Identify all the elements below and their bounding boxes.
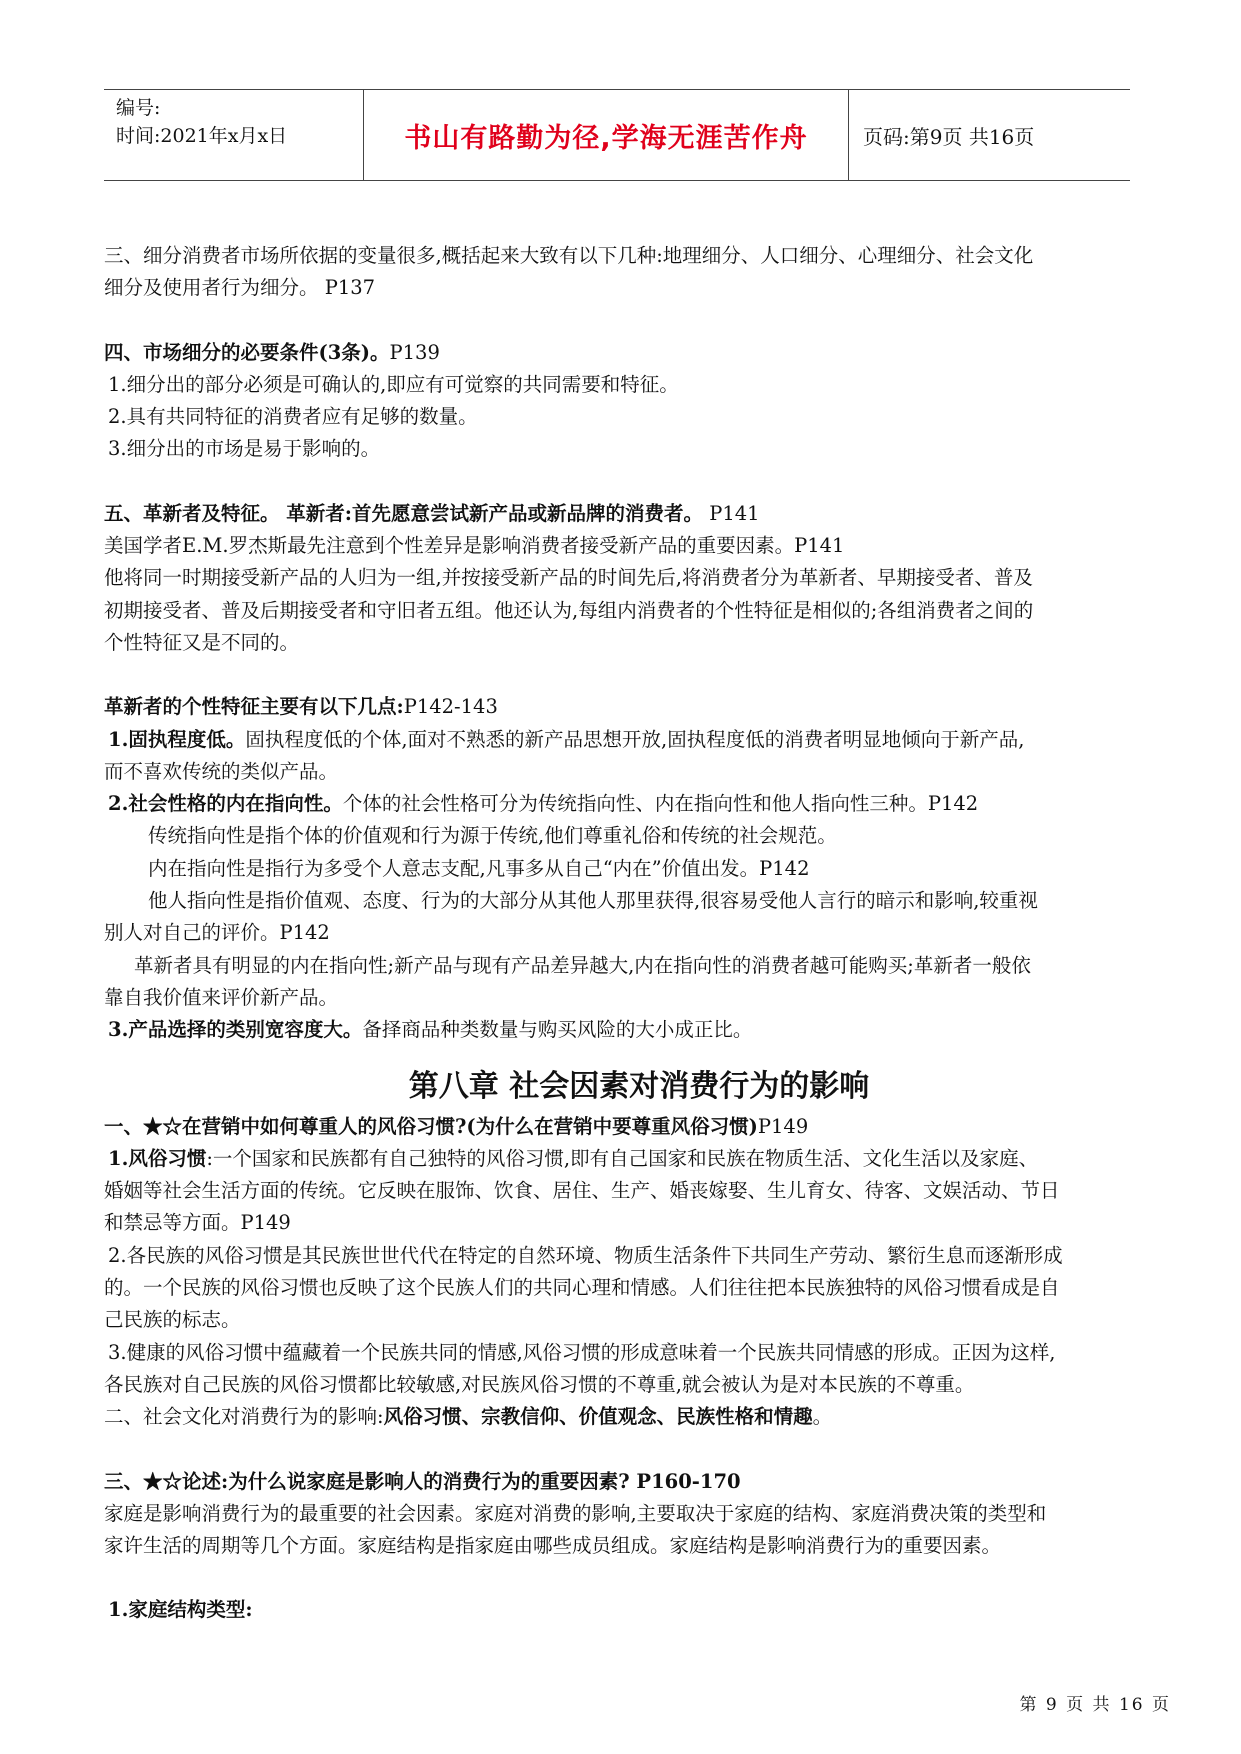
trait-1-cont: 而不喜欢传统的类似产品。 — [104, 759, 339, 783]
sec4-title: 四、市场细分的必要条件(3条)。P139 — [104, 340, 440, 364]
trait-3: 3.产品选择的类别宽容度大。备择商品种类数量与购买风险的大小成正比。 — [108, 1018, 753, 1042]
ch8-q1-line: 己民族的标志。 — [104, 1308, 241, 1332]
header-motto-cell — [364, 90, 849, 180]
list-item: 2.具有共同特征的消费者应有足够的数量。 — [108, 405, 478, 429]
header-left-cell — [104, 90, 364, 180]
ch8-q1-line: 的。一个民族的风俗习惯也反映了这个民族人们的共同心理和情感。人们往往把本民族独特的风俗习惯看成是自 — [104, 1276, 1060, 1300]
sec5-line: 美国学者E.M.罗杰斯最先注意到个性差异是影响消费者接受新产品的重要因素。P141 — [104, 534, 845, 558]
sec5-line: 初期接受者、普及后期接受者和守旧者五组。他还认为,每组内消费者的个性特征是相似的;各组消费者之间的 — [104, 598, 1034, 622]
trait-2-para: 传统指向性是指个体的价值观和行为源于传统,他们尊重礼俗和传统的社会规范。 — [148, 824, 837, 848]
page-code: 页码:第9页 共16页 — [863, 124, 1035, 149]
trait-2-para-cont: 别人对自己的评价。P142 — [104, 921, 330, 945]
trait-1: 1.固执程度低。固执程度低的个体,面对不熟悉的新产品思想开放,固执程度低的消费者明显地倾向于新产品, — [108, 727, 1025, 751]
ch8-q1-line: 各民族对自己民族的风俗习惯都比较敏感,对民族风俗习惯的不尊重,就会被认为是对本民族的不尊重。 — [104, 1372, 975, 1396]
sec3-line: 三、细分消费者市场所依据的变量很多,概括起来大致有以下几种:地理细分、人口细分、心理细分、社会文化 — [104, 244, 1034, 267]
trait-2-para: 内在指向性是指行为多受个人意志支配,凡事多从自己“内在”价值出发。P142 — [148, 856, 810, 880]
page-body — [104, 240, 1174, 1627]
ch8-q3-line: 家庭是影响消费行为的最重要的社会因素。家庭对消费的影响,主要取决于家庭的结构、家庭消费决策的类型和 — [104, 1501, 1047, 1525]
document-header — [104, 89, 1130, 181]
page-footer: 第 9 页 共 16 页 — [1019, 1695, 1171, 1715]
doc-number-label: 编号: — [116, 97, 161, 119]
sec5-line: 个性特征又是不同的。 — [104, 630, 300, 654]
trait-2-summary: 革新者具有明显的内在指向性;新产品与现有产品差异越大,内在指向性的消费者越可能购买;革新者一般依 — [134, 953, 1031, 977]
ch8-q2: 二、社会文化对消费行为的影响:风俗习惯、宗教信仰、价值观念、民族性格和情趣。 — [104, 1405, 833, 1429]
doc-time-label: 时间:2021年x月x日 — [116, 125, 288, 147]
list-item: 1.细分出的部分必须是可确认的,即应有可觉察的共同需要和特征。 — [108, 372, 679, 396]
ch8-q1-item: 1.风俗习惯:一个国家和民族都有自己独特的风俗习惯,即有自己国家和民族在物质生活、文化生活以及家庭、 — [108, 1146, 1039, 1170]
sec5-title: 五、革新者及特征。 革新者:首先愿意尝试新产品或新品牌的消费者。 P141 — [104, 501, 760, 525]
ch8-q3-subtitle: 1.家庭结构类型: — [108, 1598, 253, 1622]
sec3-line: 细分及使用者行为细分。 P137 — [104, 276, 376, 300]
ch8-q3-title: 三、★☆论述:为什么说家庭是影响人的消费行为的重要因素? P160-170 — [104, 1469, 741, 1493]
list-item: 3.细分出的市场是易于影响的。 — [108, 437, 381, 461]
ch8-q1-item: 2.各民族的风俗习惯是其民族世世代代在特定的自然环境、物质生活条件下共同生产劳动、繁衍生息而逐渐形成 — [108, 1243, 1063, 1267]
motto-text: 书山有路勤为径,学海无涯苦作舟 — [404, 122, 808, 154]
chapter-title: 第八章 社会因素对消费行为的影响 — [408, 1068, 870, 1104]
sec5-line: 他将同一时期接受新产品的人归为一组,并按接受新产品的时间先后,将消费者分为革新者、早期接受者、普及 — [104, 566, 1033, 590]
trait-2: 2.社会性格的内在指向性。个体的社会性格可分为传统指向性、内在指向性和他人指向性三种。P142 — [108, 792, 979, 816]
header-page-cell — [849, 90, 1130, 180]
ch8-q1-line: 婚姻等社会生活方面的传统。它反映在服饰、饮食、居住、生产、婚丧嫁娶、生儿育女、待客、文娱活动、节日 — [104, 1179, 1060, 1203]
ch8-q1-item: 3.健康的风俗习惯中蕴藏着一个民族共同的情感,风俗习惯的形成意味着一个民族共同情感的形成。正因为这样, — [108, 1340, 1056, 1364]
trait-2-summary-cont: 靠自我价值来评价新产品。 — [104, 985, 339, 1009]
ch8-q3-line: 家许生活的周期等几个方面。家庭结构是指家庭由哪些成员组成。家庭结构是影响消费行为的重要因素。 — [104, 1534, 1002, 1558]
traits-title: 革新者的个性特征主要有以下几点:P142-143 — [104, 695, 498, 719]
trait-2-para: 他人指向性是指价值观、态度、行为的大部分从其他人那里获得,很容易受他人言行的暗示和影响,较重视 — [148, 889, 1038, 913]
ch8-q1-title: 一、★☆在营销中如何尊重人的风俗习惯?(为什么在营销中要尊重风俗习惯)P149 — [104, 1114, 809, 1138]
ch8-q1-line: 和禁忌等方面。P149 — [104, 1211, 291, 1235]
